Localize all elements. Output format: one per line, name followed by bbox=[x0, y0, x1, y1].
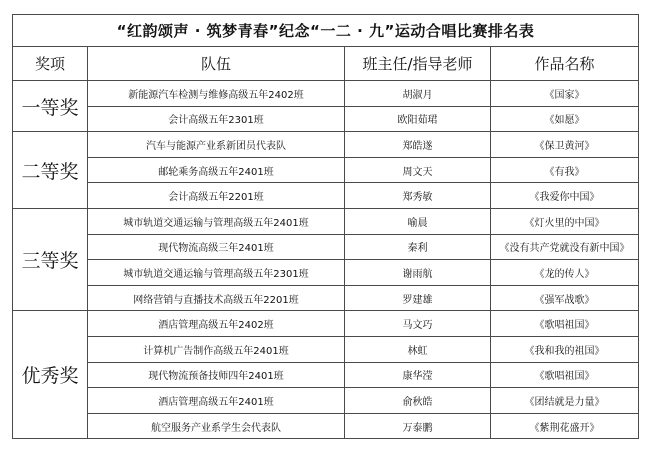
team-cell: 城市轨道交通运输与管理高级五年2301班 bbox=[88, 260, 345, 286]
header-team: 队伍 bbox=[88, 47, 345, 81]
teacher-cell: 郑秀敏 bbox=[345, 183, 491, 209]
teacher-cell: 欧阳茹珺 bbox=[345, 106, 491, 132]
teacher-cell: 谢雨航 bbox=[345, 260, 491, 286]
teacher-cell: 马文巧 bbox=[345, 311, 491, 337]
teacher-cell: 胡淑月 bbox=[345, 81, 491, 107]
header-teacher: 班主任/指导老师 bbox=[345, 47, 491, 81]
award-cell: 二等奖 bbox=[13, 132, 88, 209]
work-cell: 《有我》 bbox=[491, 157, 639, 183]
teacher-cell: 郑皓遂 bbox=[345, 132, 491, 158]
teacher-cell: 林虹 bbox=[345, 336, 491, 362]
table-row bbox=[13, 311, 639, 337]
team-cell: 城市轨道交通运输与管理高级五年2401班 bbox=[88, 208, 345, 234]
table-row bbox=[13, 106, 639, 132]
team-cell: 网络营销与直播技术高级五年2201班 bbox=[88, 285, 345, 311]
table-row bbox=[13, 260, 639, 286]
header-award: 奖项 bbox=[13, 47, 88, 81]
table-row bbox=[13, 285, 639, 311]
teacher-cell: 万泰鹏 bbox=[345, 413, 491, 439]
teacher-cell: 罗建雄 bbox=[345, 285, 491, 311]
work-cell: 《龙的传人》 bbox=[491, 260, 639, 286]
table-row bbox=[13, 234, 639, 260]
team-cell: 会计高级五年2301班 bbox=[88, 106, 345, 132]
team-cell: 现代物流高级三年2401班 bbox=[88, 234, 345, 260]
work-cell: 《歌唱祖国》 bbox=[491, 311, 639, 337]
team-cell: 新能源汽车检测与维修高级五年2402班 bbox=[88, 81, 345, 107]
header-work: 作品名称 bbox=[491, 47, 639, 81]
work-cell: 《歌唱祖国》 bbox=[491, 362, 639, 388]
ranking-table bbox=[12, 14, 639, 439]
team-cell: 酒店管理高级五年2402班 bbox=[88, 311, 345, 337]
work-cell: 《灯火里的中国》 bbox=[491, 208, 639, 234]
table-row bbox=[13, 183, 639, 209]
team-cell: 现代物流预备技师四年2401班 bbox=[88, 362, 345, 388]
table-row bbox=[13, 336, 639, 362]
award-cell: 三等奖 bbox=[13, 208, 88, 310]
award-cell: 优秀奖 bbox=[13, 311, 88, 439]
table-title: “红韵颂声 · 筑梦青春”纪念“一二 · 九”运动合唱比赛排名表 bbox=[13, 15, 639, 47]
table-row bbox=[13, 413, 639, 439]
work-cell: 《如愿》 bbox=[491, 106, 639, 132]
work-cell: 《保卫黄河》 bbox=[491, 132, 639, 158]
work-cell: 《紫荆花盛开》 bbox=[491, 413, 639, 439]
table-row bbox=[13, 208, 639, 234]
team-cell: 会计高级五年2201班 bbox=[88, 183, 345, 209]
table-row bbox=[13, 362, 639, 388]
team-cell: 汽车与能源产业系新团员代表队 bbox=[88, 132, 345, 158]
teacher-cell: 俞秋皓 bbox=[345, 388, 491, 414]
table-row bbox=[13, 388, 639, 414]
team-cell: 酒店管理高级五年2401班 bbox=[88, 388, 345, 414]
teacher-cell: 秦利 bbox=[345, 234, 491, 260]
work-cell: 《我和我的祖国》 bbox=[491, 336, 639, 362]
work-cell: 《强军战歌》 bbox=[491, 285, 639, 311]
work-cell: 《我爱你中国》 bbox=[491, 183, 639, 209]
award-cell: 一等奖 bbox=[13, 81, 88, 132]
team-cell: 计算机广告制作高级五年2401班 bbox=[88, 336, 345, 362]
work-cell: 《团结就是力量》 bbox=[491, 388, 639, 414]
table-body bbox=[13, 81, 639, 439]
team-cell: 邮轮乘务高级五年2401班 bbox=[88, 157, 345, 183]
work-cell: 《没有共产党就没有新中国》 bbox=[491, 234, 639, 260]
table-row bbox=[13, 81, 639, 107]
table-row bbox=[13, 132, 639, 158]
teacher-cell: 喻晨 bbox=[345, 208, 491, 234]
team-cell: 航空服务产业系学生会代表队 bbox=[88, 413, 345, 439]
teacher-cell: 康华滢 bbox=[345, 362, 491, 388]
teacher-cell: 周文天 bbox=[345, 157, 491, 183]
work-cell: 《国家》 bbox=[491, 81, 639, 107]
table-row bbox=[13, 157, 639, 183]
